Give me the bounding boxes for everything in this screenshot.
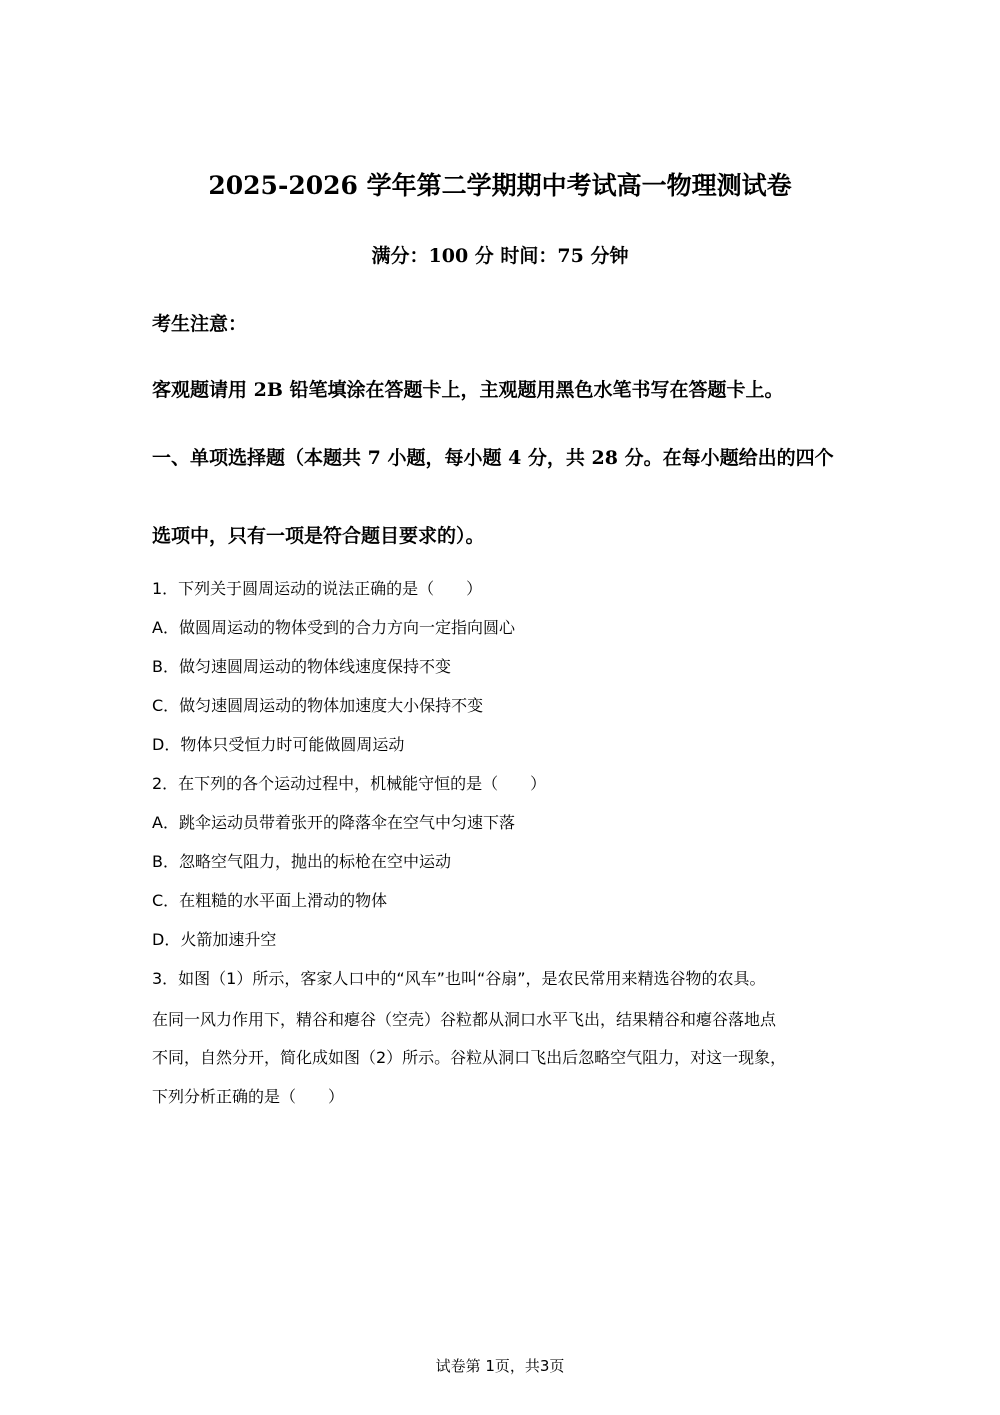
page-footer: 试卷第 1页，共3页 [435, 1357, 565, 1375]
question-2-option-c: C．在粗糙的水平面上滑动的物体 [152, 891, 388, 910]
question-1-option-d: D．物体只受恒力时可能做圆周运动 [152, 735, 405, 754]
question-3-stem-line-3: 不同，自然分开，简化成如图（2）所示。谷粒从洞口飞出后忽略空气阻力，对这一现象， [152, 1048, 787, 1067]
question-3-stem-line-2: 在同一风力作用下，精谷和瘪谷（空壳）谷粒都从洞口水平飞出，结果精谷和瘪谷落地点 [152, 1010, 777, 1029]
question-3-stem-line-1: 3．如图（1）所示，客家人口中的“风车”也叫“谷扇”，是农民常用来精选谷物的农具。 [152, 969, 766, 988]
question-1-option-c: C．做匀速圆周运动的物体加速度大小保持不变 [152, 696, 484, 715]
question-2-stem: 2．在下列的各个运动过程中，机械能守恒的是（ ） [152, 774, 547, 793]
section-heading-line-2: 选项中，只有一项是符合题目要求的）。 [152, 525, 485, 547]
question-2-option-d: D．火箭加速升空 [152, 930, 277, 949]
notice-text: 客观题请用 2B 铅笔填涂在答题卡上，主观题用黑色水笔书写在答题卡上。 [152, 379, 784, 401]
question-1-stem: 1．下列关于圆周运动的说法正确的是（ ） [152, 579, 483, 598]
section-heading-line-1: 一、单项选择题（本题共 7 小题，每小题 4 分，共 28 分。在每小题给出的四个 [152, 447, 834, 469]
exam-subtitle: 满分：100 分 时间：75 分钟 [371, 245, 629, 267]
question-3-stem-line-4: 下列分析正确的是（ ） [152, 1087, 345, 1106]
question-2-option-a: A．跳伞运动员带着张开的降落伞在空气中匀速下落 [152, 813, 515, 832]
question-1-option-a: A．做圆周运动的物体受到的合力方向一定指向圆心 [152, 618, 515, 637]
notice-heading: 考生注意： [152, 313, 248, 335]
question-2-option-b: B．忽略空气阻力，抛出的标枪在空中运动 [152, 852, 451, 871]
exam-title: 2025-2026 学年第二学期期中考试高一物理测试卷 [208, 171, 792, 200]
question-1-option-b: B．做匀速圆周运动的物体线速度保持不变 [152, 657, 451, 676]
